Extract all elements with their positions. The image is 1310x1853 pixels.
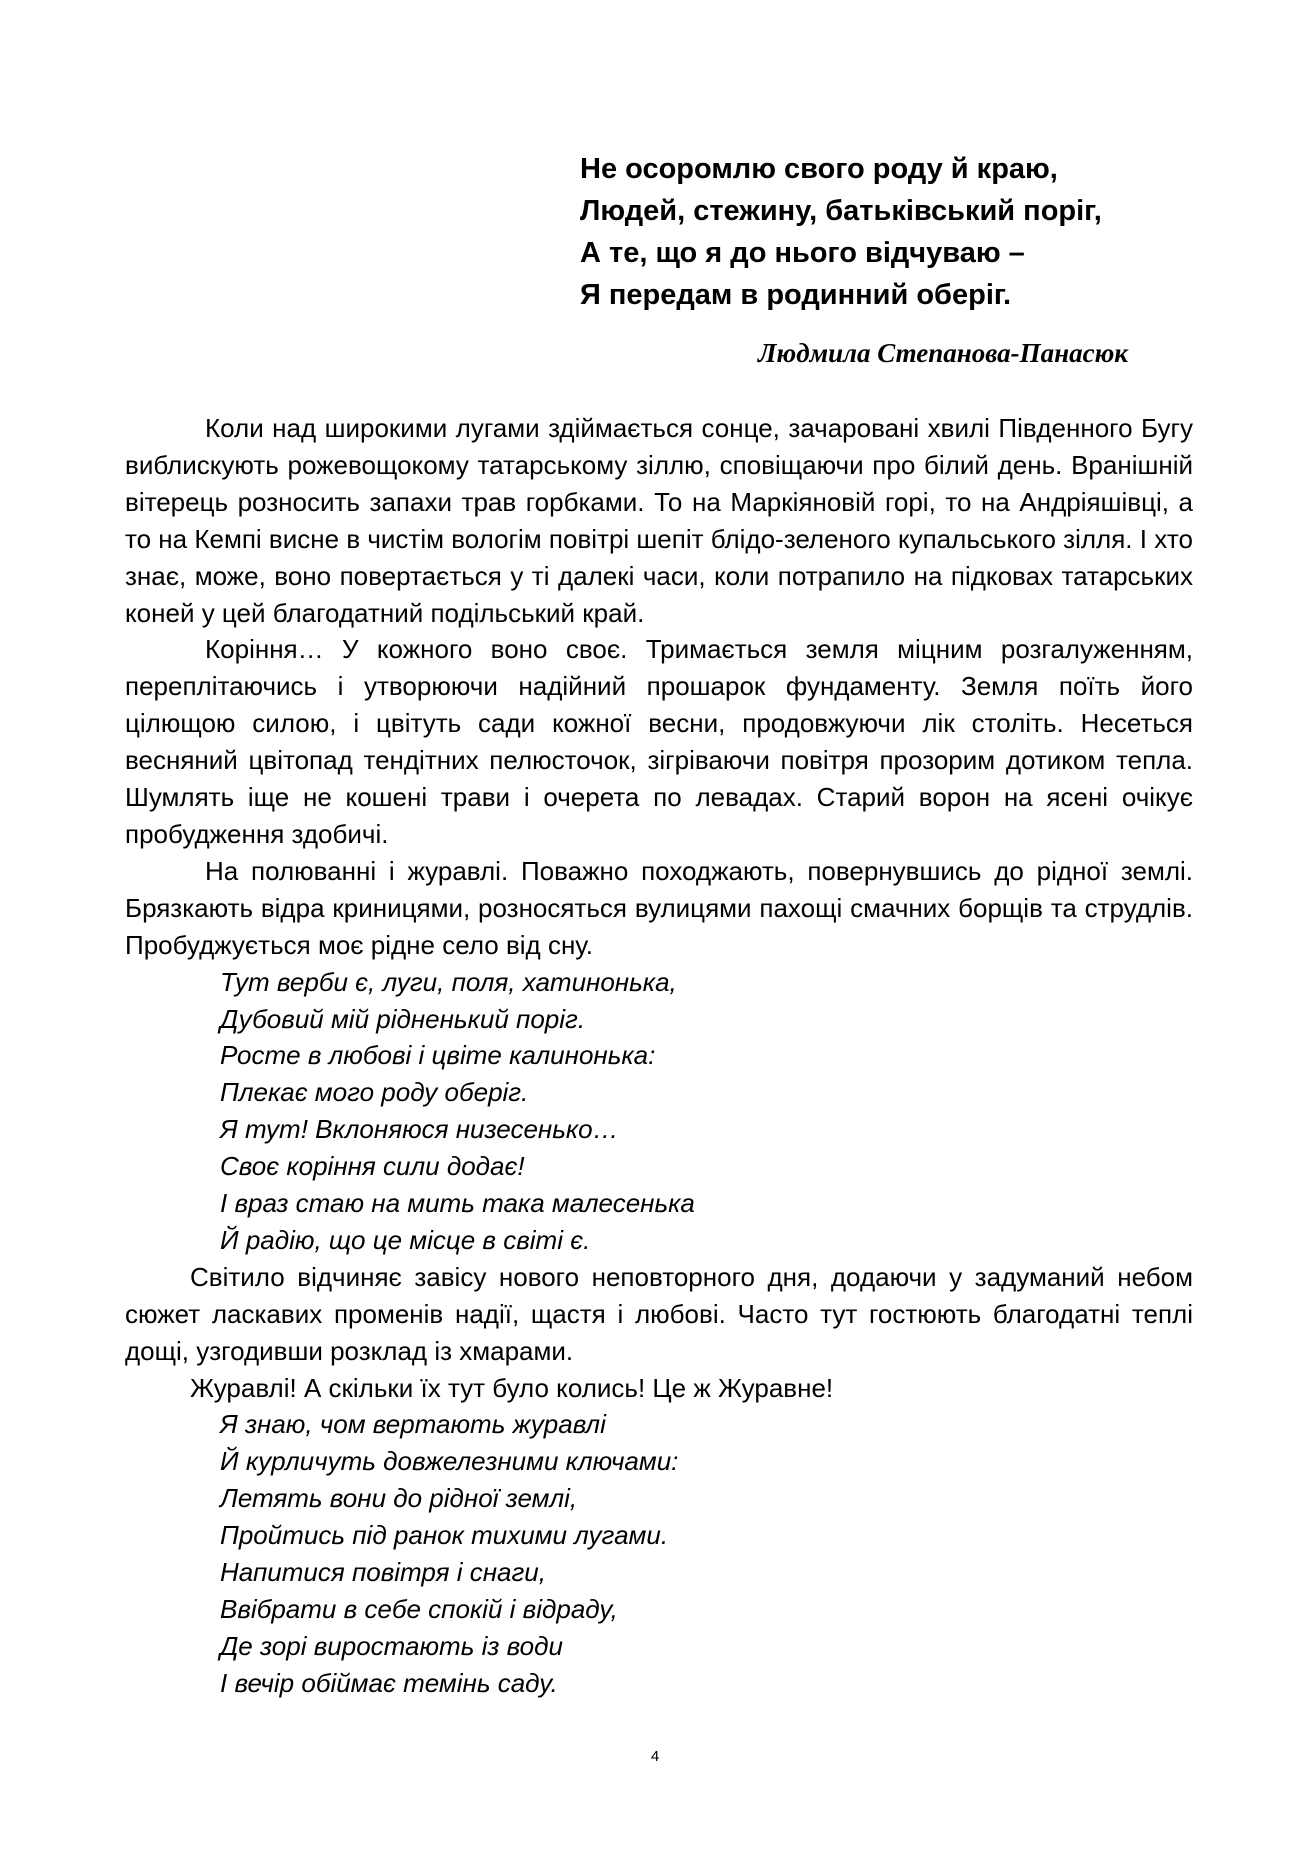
poem-line: Я знаю, чом вертають журавлі: [220, 1409, 606, 1440]
poem-line: Напитися повітря і снаги,: [220, 1557, 546, 1588]
page-number: 4: [650, 1748, 660, 1765]
paragraph: Коріння… У кожного воно своє. Тримається земля міцним розгалуженням, переплітаючись і утворюючи надійний прошарок фундаменту. Земля поїть його цілющою силою, і цвітуть сади кожної весни, продовжуючи лік століть. Несеться весняний цвітопад тендітних пелюсточок, зігріваючи повітря прозорим дотиком тепла. Шумлять іще не кошені трави і очерета по левадах. Старий ворон на ясені очікує пробудження здобичі.: [125, 634, 1193, 849]
poem-line: Пройтись під ранок тихими лугами.: [220, 1520, 669, 1551]
epigraph-line: А те, що я до нього відчуваю –: [580, 237, 1025, 269]
poem-line: Ввібрати в себе спокій і відраду,: [220, 1594, 618, 1624]
epigraph-line: Людей, стежину, батьківський поріг,: [580, 195, 1102, 227]
paragraph: Світило відчиняє завісу нового неповторного дня, додаючи у задуманий небом сюжет ласкавих променів надії, щастя і любові. Часто тут гостюють благодатні теплі дощі, узгодивши розклад із хмарами.: [125, 1261, 1193, 1366]
epigraph: [580, 148, 1220, 316]
poem-line: Своє коріння сили додає!: [220, 1151, 525, 1182]
poem-line: Дубовий мій рідненький поріг.: [220, 1003, 586, 1034]
poem-stanza: [125, 964, 1193, 1259]
poem-stanza: [125, 1406, 1193, 1701]
poem-line: Я тут! Вклоняюся низесенько…: [220, 1114, 619, 1145]
epigraph-author: Людмила Степанова-Панасюк: [757, 338, 1128, 368]
epigraph-line: Я передам в родинний оберіг.: [580, 279, 1012, 311]
document-body: [125, 410, 1193, 1702]
poem-line: Тут верби є, луги, поля, хатинонька,: [220, 966, 677, 997]
poem-line: Й радію, що це місце в світі є.: [220, 1224, 591, 1255]
poem-line: Й курличуть довжелезними ключами:: [220, 1446, 679, 1477]
poem-line: Де зорі виростають із води: [220, 1630, 563, 1661]
poem-line: Росте в любові і цвіте калинонька:: [220, 1040, 656, 1071]
paragraph: Журавлі! А скільки їх тут було колись! Це ж Журавне!: [190, 1372, 834, 1403]
poem-line: І враз стаю на мить така малесенька: [220, 1188, 695, 1219]
poem-line: Летять вони до рідної землі,: [220, 1483, 578, 1514]
poem-line: І вечір обіймає темінь саду.: [220, 1667, 558, 1698]
paragraph: На полюванні і журавлі. Поважно походжають, повернувшись до рідної землі. Брязкають відра криницями, розносяться вулицями пахощі смачних борщів та струдлів. Пробуджується моє рідне село від сну.: [125, 855, 1193, 960]
paragraph: Коли над широкими лугами здіймається сонце, зачаровані хвилі Південного Бугу виблискують рожевощокому татарському зіллю, сповіщаючи про білий день. Вранішній вітерець розносить запахи трав горбками. То на Маркіяновій горі, то на Андріяшівці, а то на Кемпі висне в чистім вологім повітрі шепіт блідо-зеленого купальського зілля. І хто знає, може, воно повертається у ті далекі часи, коли потрапило на підковах татарських коней у цей благодатний подільський край.: [125, 413, 1193, 628]
poem-line: Плекає мого роду оберіг.: [220, 1077, 529, 1108]
epigraph-line: Не осоромлю свого роду й краю,: [580, 153, 1058, 185]
